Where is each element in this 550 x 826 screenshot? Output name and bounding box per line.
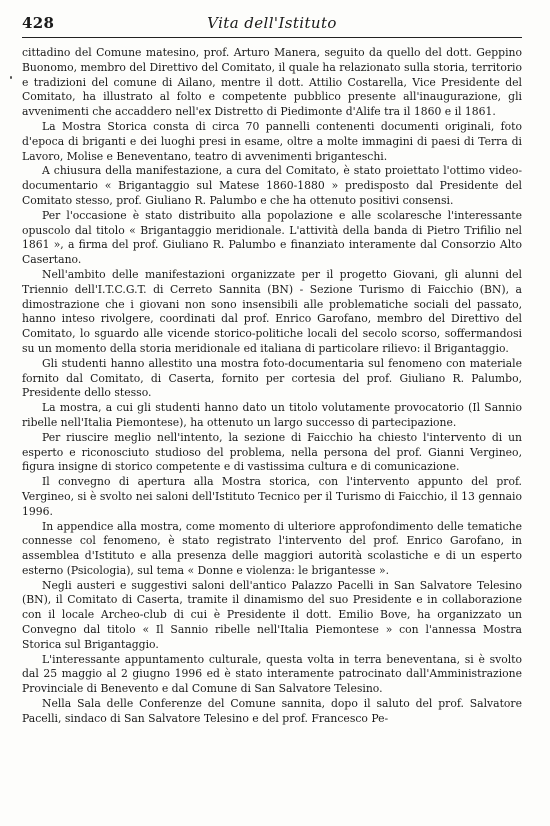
margin-speck — [10, 76, 12, 79]
paragraph: La mostra, a cui gli studenti hanno dato un titolo volutamente provocatorio (Il Sannio ribelle nell'Italia Piemontese), ha ottenuto un largo successo di partecipazione. — [22, 401, 522, 429]
page-header — [22, 14, 522, 36]
paragraph: Per l'occasione è stato distribuito alla popolazione e alle scolaresche l'interessante opuscolo dal titolo « Brigantaggio meridionale. L'attività della banda di Pietro Trifilio nel 1861 », a firma del prof. Giuliano R. Palumbo e finanziato interamente dal Consorzio Alto Casertano. — [22, 208, 522, 267]
body-text — [22, 46, 522, 727]
header-rule — [22, 37, 522, 38]
paragraph: In appendice alla mostra, come momento di ulteriore approfondimento delle tematiche connesse col fenomeno, è stato registrato l'intervento del prof. Enrico Garofano, in assemblea d'Istituto e alla presenza delle maggiori autorità scolastiche e di un esperto esterno (Psicologia), sul tema « Donne e violenza: le brigantesse ». — [22, 519, 522, 577]
paragraph: Il convegno di apertura alla Mostra storica, con l'intervento appunto del prof. Vergineo, si è svolto nei saloni dell'Istituto Tecnico per il Turismo di Faicchio, il 13 gennaio 1996. — [22, 475, 522, 518]
paragraph: Negli austeri e suggestivi saloni dell'antico Palazzo Pacelli in San Salvatore Telesino (BN), il Comitato di Caserta, tramite il dinamismo del suo Presidente e in collaborazione con il locale Archeo-club di cui è Presidente il dott. Emilio Bove, ha organizzato un Convegno dal titolo « Il Sannio ribelle nell'Italia Piemontese » con l'annessa Mostra Storica sul Brigantaggio. — [22, 578, 522, 651]
paragraph: L'interessante appuntamento culturale, questa volta in terra beneventana, si è svolto dal 25 maggio al 2 giugno 1996 ed è stato interamente patrocinato dall'Amministrazione Provinciale di Benevento e dal Comune di San Salvatore Telesino. — [22, 652, 522, 696]
page-number: 428 — [22, 14, 55, 32]
paragraph: Nell'ambito delle manifestazioni organizzate per il progetto Giovani, gli alunni del Triennio dell'I.T.C.G.T. di Cerreto Sannita (BN) - Sezione Turismo di Faicchio (BN), a dimostrazione che i giovani non sono insensibili alle problematiche sociali del passato, hanno inteso rivolgere, coordinati dal prof. Enrico Garofano, membro del Direttivo del Comitato, lo sguardo alle vicende storico-politiche locali del secolo scorso, soffermandosi su un momento della storia meridionale ed italiana di particolare rilievo: il Brigantaggio. — [22, 267, 522, 355]
paragraph: Per riuscire meglio nell'intento, la sezione di Faicchio ha chiesto l'intervento di un esperto e riconosciuto studioso del problema, nella persona del prof. Gianni Vergineo, figura insigne di storico competente e di vastissima cultura e di comunicazione. — [22, 430, 522, 474]
paragraph: Gli studenti hanno allestito una mostra foto-documentaria sul fenomeno con materiale fornito dal Comitato, di Caserta, fornito per cortesia del prof. Giuliano R. Palumbo, Presidente dello stesso. — [22, 356, 522, 400]
running-title: Vita dell'Istituto — [207, 14, 337, 32]
paragraph: cittadino del Comune matesino, prof. Arturo Manera, seguito da quello del dott. Geppino Buonomo, membro del Direttivo del Comitato, il quale ha relazionato sulla storia, territorio e tradizioni del comune di Ailano, mentre il dott. Attilio Costarella, Vice Presidente del Comitato, ha illustrato al folto e competente pubblico presente all'inaugurazione, gli avvenimenti che accaddero nell'ex Distretto di Piedimonte d'Alife tra il 1860 e il 1861. — [22, 46, 522, 119]
paragraph: La Mostra Storica consta di circa 70 pannelli contenenti documenti originali, foto d'epoca di briganti e dei luoghi presi in esame, oltre a molte immagini di paesi di Terra di Lavoro, Molise e Beneventano, teatro di avvenimenti briganteschi. — [22, 119, 522, 163]
paragraph: A chiusura della manifestazione, a cura del Comitato, è stato proiettato l'ottimo video-documentario « Brigantaggio sul Matese 1860-1880 » predisposto dal Presidente del Comitato stesso, prof. Giuliano R. Palumbo e che ha ottenuto positivi consensi. — [22, 164, 522, 207]
paragraph: Nella Sala delle Conferenze del Comune sannita, dopo il saluto del prof. Salvatore Pacelli, sindaco di San Salvatore Telesino e del prof. Francesco Pe- — [22, 697, 522, 725]
